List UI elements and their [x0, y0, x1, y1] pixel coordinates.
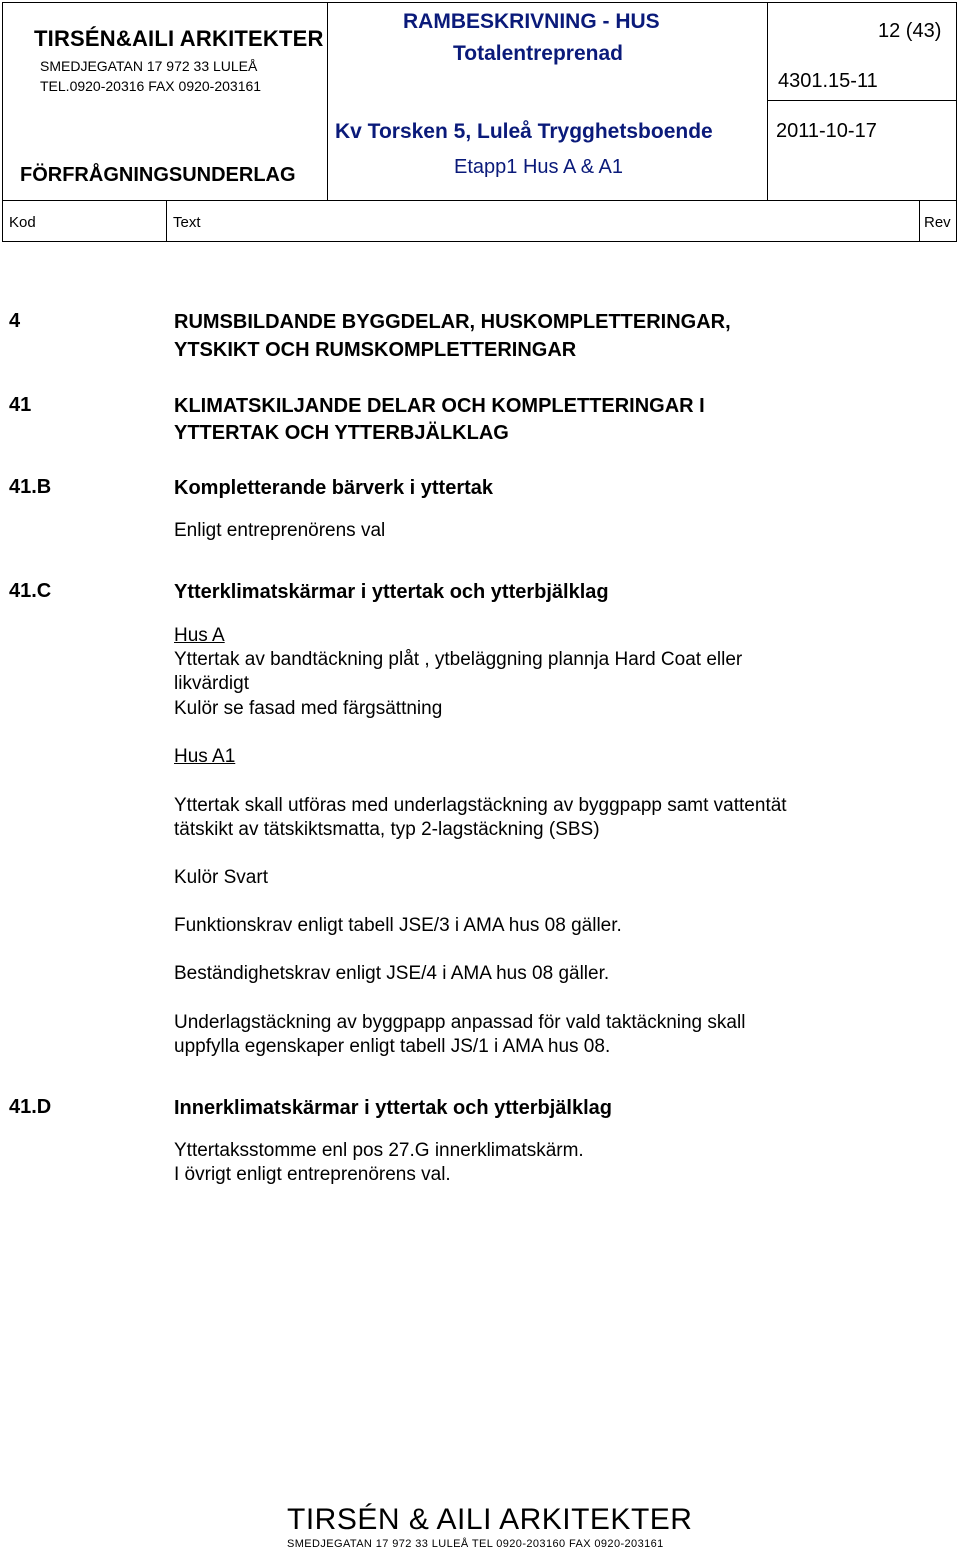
hus-a1-heading: Hus A1	[174, 746, 236, 767]
section-title-41b: Kompletterande bärverk i yttertak	[174, 477, 494, 499]
section-41d-line2: I övrigt enligt entreprenörens val.	[174, 1164, 451, 1185]
hus-a-line3: Kulör se fasad med färgsättning	[174, 698, 443, 719]
header-border-right	[956, 2, 957, 242]
section-code-41d: 41.D	[9, 1096, 52, 1118]
header-border-bottom	[2, 241, 957, 242]
project-stage: Etapp1 Hus A & A1	[454, 156, 624, 178]
underlay-line2: uppfylla egenskaper enligt tabell JS/1 i AMA hus 08.	[174, 1036, 611, 1057]
document-header	[2, 2, 957, 242]
section-41d-line1: Yttertaksstomme enl pos 27.G innerklimatskärm.	[174, 1140, 584, 1161]
project-number: 4301.15-11	[778, 70, 878, 92]
firm-phone: TEL.0920-20316 FAX 0920-203161	[40, 78, 262, 94]
col-divider-rev	[919, 200, 920, 242]
doc-subtitle: Totalentreprenad	[453, 42, 623, 65]
section-code-4: 4	[9, 310, 21, 332]
doc-date: 2011-10-17	[776, 120, 877, 142]
footer-logo-address: SMEDJEGATAN 17 972 33 LULEÅ TEL 0920-203160 FAX 0920-203161	[287, 1538, 664, 1550]
column-header-text: Text	[173, 214, 201, 231]
footer-logo-name: TIRSÉN & AILI ARKITEKTER	[287, 1503, 693, 1536]
project-name: Kv Torsken 5, Luleå Trygghetsboende	[335, 120, 713, 143]
section-title-4-line2: YTSKIKT OCH RUMSKOMPLETTERINGAR	[174, 339, 577, 361]
header-divider-columns	[2, 200, 957, 201]
section-title-41d: Innerklimatskärmar i yttertak och ytterbjälklag	[174, 1097, 612, 1119]
firm-name: TIRSÉN&AILI ARKITEKTER	[34, 26, 324, 51]
durability-requirement: Beständighetskrav enligt JSE/4 i AMA hus 08 gäller.	[174, 963, 610, 984]
section-code-41: 41	[9, 394, 32, 416]
hus-a1-line2: tätskikt av tätskiktsmatta, typ 2-lagstäckning (SBS)	[174, 819, 600, 840]
function-requirement: Funktionskrav enligt tabell JSE/3 i AMA hus 08 gäller.	[174, 915, 622, 936]
section-title-41-line1: KLIMATSKILJANDE DELAR OCH KOMPLETTERINGAR I	[174, 395, 705, 417]
header-divider-right	[767, 100, 957, 101]
col-divider-code	[166, 200, 167, 242]
hus-a1-line1: Yttertak skall utföras med underlagstäckning av byggpapp samt vattentät	[174, 795, 787, 816]
section-title-41-line2: YTTERTAK OCH YTTERBJÄLKLAG	[174, 422, 509, 444]
section-title-41c: Ytterklimatskärmar i yttertak och ytterbjälklag	[174, 581, 609, 603]
hus-a-heading: Hus A	[174, 625, 225, 646]
column-header-rev: Rev	[924, 214, 951, 231]
underlay-line1: Underlagstäckning av byggpapp anpassad för vald taktäckning skall	[174, 1012, 746, 1033]
color-line: Kulör Svart	[174, 867, 268, 888]
header-border-left	[2, 2, 3, 242]
header-divider-2	[767, 2, 768, 200]
section-text-41b: Enligt entreprenörens val	[174, 520, 386, 541]
section-title-4-line1: RUMSBILDANDE BYGGDELAR, HUSKOMPLETTERINGAR,	[174, 311, 731, 333]
page-number: 12 (43)	[878, 20, 942, 42]
firm-address: SMEDJEGATAN 17 972 33 LULEÅ	[40, 58, 258, 74]
section-code-41b: 41.B	[9, 476, 52, 498]
header-divider-1	[327, 2, 328, 200]
header-border-top	[2, 2, 957, 3]
section-code-41c: 41.C	[9, 580, 52, 602]
doc-status: FÖRFRÅGNINGSUNDERLAG	[20, 164, 296, 186]
hus-a-line2: likvärdigt	[174, 673, 249, 694]
column-header-code: Kod	[9, 214, 36, 231]
doc-title: RAMBESKRIVNING - HUS	[403, 10, 660, 33]
hus-a-line1: Yttertak av bandtäckning plåt , ytbeläggning plannja Hard Coat eller	[174, 649, 743, 670]
